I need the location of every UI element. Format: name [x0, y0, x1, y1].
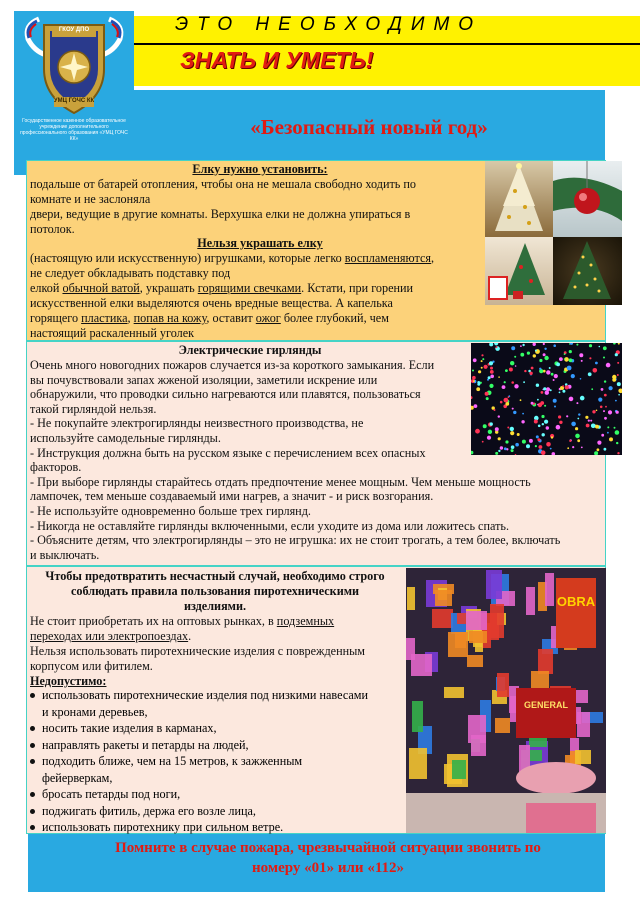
section3-heading-line: соблюдать правила пользования пиротехническими — [70, 584, 360, 598]
section1-line: (настоящую или искусственную) игрушками, которые легко воспламеняются, — [30, 251, 435, 265]
section1-line: не следует обкладывать подставку под — [30, 266, 231, 280]
forbidden-item-text: поджигать фитиль, держа его возле лица, — [42, 803, 256, 818]
forbidden-item — [30, 688, 368, 703]
section1-line: горящего пластика, попав на кожу, оставит ожог более глубокий, чем — [30, 311, 389, 325]
forbidden-item-text: направлять ракеты и петарды на людей, — [42, 737, 249, 752]
section2-line: - Не используйте одновременно больше трех гирлянд. — [30, 504, 311, 518]
forbidden-item — [30, 804, 256, 819]
section2-line: и выключать. — [30, 547, 100, 562]
forbidden-item-text: подходить ближе, чем на 15 метров, к зажженным — [42, 754, 303, 768]
christmas-tree-photo — [485, 161, 553, 237]
bullet-icon — [30, 759, 35, 764]
section1-line: настоящий раскаленный уголек — [30, 326, 195, 340]
footer-line: номеру «01» или «112» — [252, 860, 404, 876]
fireworks-sign-general: GENERAL — [523, 700, 569, 710]
section2-line: Очень много новогодних пожаров случается из-за короткого замыкания. Если — [30, 358, 435, 372]
forbidden-item — [30, 820, 283, 835]
section1-heading2: Нельзя украшать елку — [197, 236, 323, 250]
section1-heading1: Елку нужно установить: — [192, 162, 328, 176]
bullet-icon — [30, 743, 35, 748]
section2-line: лампочек, тем меньше создаваемый ими нагрев, а значит - и риск возгорания. — [30, 489, 434, 504]
garland-photo — [471, 343, 622, 455]
section2-line: - Инструкция должна быть на русском языке с перечислением всех опасных — [30, 445, 426, 460]
section3-line: корпусом или фитилем. — [30, 659, 153, 673]
section2-line: - Объясните детям, что электрогирлянды – это не игрушка: их не стоит трогать, а тем более, включать — [30, 533, 561, 548]
forbidden-item — [30, 754, 302, 769]
header-bottom-line: ЗНАТЬ И УМЕТЬ! — [180, 47, 374, 73]
page-title: «Безопасный новый год» — [250, 115, 488, 139]
section1-line: елкой обычной ватой, украшать горящими свечками. Кстати, при горении — [30, 281, 414, 295]
footer-line: Помните в случае пожара, чрезвычайной ситуации звонить по — [115, 840, 541, 856]
header-divider — [134, 43, 640, 45]
lit-tree-photo — [553, 237, 622, 305]
section2-heading: Электрические гирлянды — [178, 343, 322, 357]
bullet-icon — [30, 809, 35, 814]
section2-line: такой гирляндой нельзя. — [30, 401, 157, 416]
section2-line: используйте самодельные гирлянды. — [30, 431, 221, 445]
section2-line: факторов. — [30, 460, 82, 475]
forbidden-item — [30, 787, 180, 802]
section1-line: потолок. — [30, 222, 75, 236]
section1-line: комнате и не заслоняла — [30, 192, 151, 206]
bullet-icon — [30, 726, 35, 731]
fireworks-sign-obra: OBRA — [556, 594, 596, 609]
header-top-line: ЭТО НЕОБХОДИМО — [175, 14, 483, 35]
section3-heading-line: Чтобы предотвратить несчастный случай, необходимо строго — [45, 569, 385, 583]
forbidden-item-text: бросать петарды под ноги, — [42, 787, 181, 801]
forbidden-item — [30, 738, 249, 753]
section1-line: двери, ведущие в другие комнаты. Верхушка елки не должна упираться в — [30, 207, 411, 221]
forbidden-heading: Недопустимо: — [30, 674, 107, 688]
forbidden-item: фейерверкам, — [42, 770, 113, 785]
forbidden-item — [30, 721, 217, 736]
logo-badge-bottom: УМЦ ГОЧС КК — [53, 98, 95, 104]
forbidden-item: и кронами деревьев, — [42, 704, 148, 719]
section3-line: Нельзя использовать пиротехнические изделия с поврежденным — [30, 644, 366, 658]
logo-caption: Государственное казенное образовательное учреждение дополнительного профессионального образования «УМЦ ГОЧС КК» — [20, 118, 128, 142]
footer-warning — [58, 838, 598, 878]
section2-line: - При выборе гирлянды старайтесь отдать предпочтение менее мощным. Чем меньше мощность — [30, 474, 531, 489]
logo-badge-top: ГКОУ ДПО — [58, 27, 90, 33]
section2-line: вы почувствовали запах жженой изоляции, заметили искрение или — [30, 372, 378, 387]
bullet-icon — [30, 792, 35, 797]
fireworks-stall-photo — [406, 568, 606, 833]
forbidden-item-text: использовать пиротехнику при сильном ветре. — [42, 820, 284, 834]
section3-line: Не стоит приобретать их на оптовых рынках, в подземных — [30, 614, 335, 628]
section1-line: искусственной елки выделяются очень вредные вещества. А капелька — [30, 296, 393, 310]
section2-line: - Никогда не оставляйте гирлянды включенными, если уходите из дома или ложитесь спать. — [30, 518, 509, 533]
ornament-photo — [553, 161, 622, 237]
logo-sidebar — [14, 11, 134, 175]
forbidden-item-text: носить такие изделия в карманах, — [42, 721, 217, 735]
section2-line: обнаружили, что проводки сильно нагреваются или плавятся, пользоваться — [30, 387, 421, 402]
section3-line: переходах или электропоездах. — [30, 629, 192, 643]
section1-line: подальше от батарей отопления, чтобы она не мешала свободно ходить по — [30, 177, 417, 191]
section3-heading-line: изделиями. — [183, 599, 247, 613]
forbidden-item-text: использовать пиротехнические изделия под низкими навесами — [42, 688, 369, 702]
section2-line: - Не покупайте электрогирлянды неизвестного производства, не — [30, 416, 364, 431]
decorated-room-photo — [485, 237, 553, 305]
bullet-icon — [30, 825, 35, 830]
bullet-icon — [30, 693, 35, 698]
